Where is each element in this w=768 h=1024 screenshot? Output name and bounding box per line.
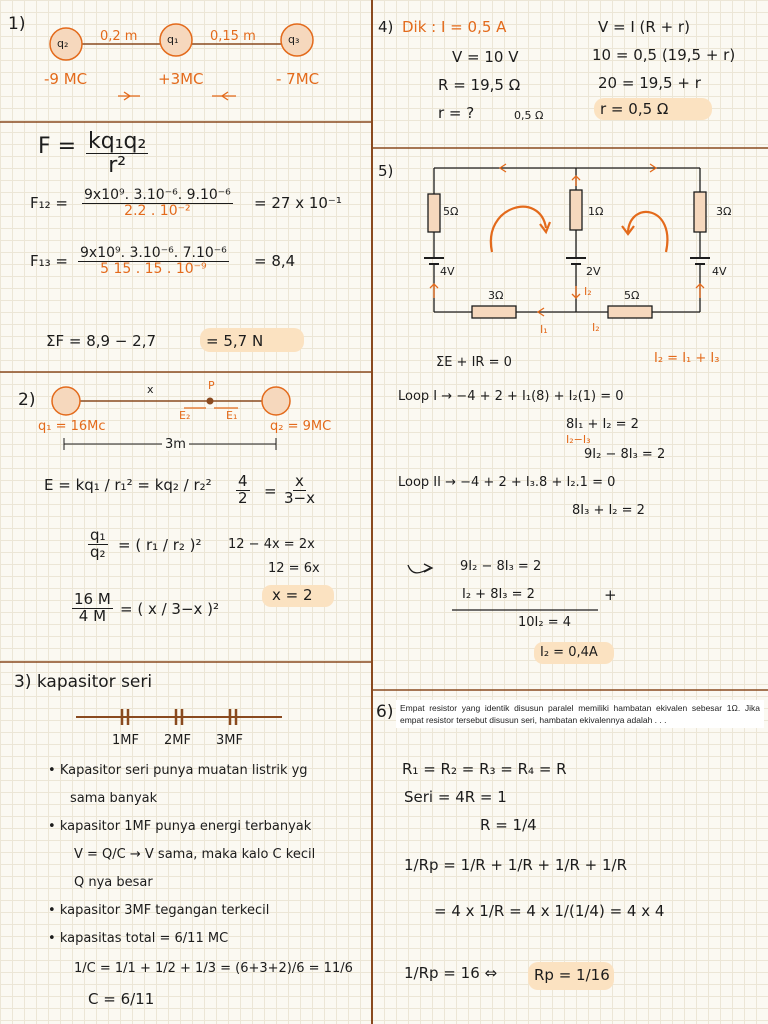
distance-ratio: = ( x / 3−x )²: [120, 600, 220, 618]
f13-fraction: $\frac{\text{9x10⁹. 3.10⁻⁶. 7.10⁻⁶}}{\text{5 15 . 15 . 10⁻⁹}}$: [80, 245, 227, 277]
emf-4v-right: 4V: [712, 265, 727, 278]
resistor-3-label: 3Ω: [716, 205, 732, 218]
resistor-bottom-5: 5Ω: [624, 289, 640, 302]
problem-4-number: 4): [378, 18, 394, 36]
bullet-1: • Kapasitor seri punya muatan listrik yg: [48, 763, 308, 778]
elim-eq-1: 9I₂ − 8I₃ = 2: [460, 559, 542, 574]
resistor-1-label: 1Ω: [588, 205, 604, 218]
loop-1-substitution-note: I₂−I₃: [566, 433, 591, 446]
kvl-sum: ΣE + IR = 0: [436, 355, 512, 370]
q2-value: q₂ = 9MC: [270, 419, 332, 434]
charge-value-1: -9 MC: [44, 70, 88, 88]
distance-label-2: 0,15 m: [210, 29, 256, 44]
sqrt-ratio-left: $\frac{4}{2}$: [238, 472, 248, 507]
charge-q2-circle-p2: [262, 387, 290, 415]
q1-value: q₁ = 16Mc: [38, 419, 106, 434]
loop-2-equation: Loop II → −4 + 2 + I₃.8 + I₂.1 = 0: [398, 475, 616, 490]
f13-result: = 8,4: [254, 252, 296, 270]
parallel-result: 1/Rp = 16 ⇔: [404, 964, 498, 982]
unknown-r-answer: 0,5 Ω: [514, 109, 544, 122]
ohm-substitution: 10 = 0,5 (19,5 + r): [592, 46, 736, 64]
series-equation: Seri = 4R = 1: [404, 788, 507, 806]
cap-label-3: 3MF: [216, 733, 243, 748]
loop-1-simplified: 8I₁ + I₂ = 2: [566, 417, 639, 432]
problem-6-question: Empat resistor yang identik disusun paralel memiliki hambatan ekivalen sebesar 1Ω. Jika empat resistor tersebut disusun seri, hambatan ekivalennya adalah . . .: [396, 700, 764, 728]
distance-label-1: 0,2 m: [100, 29, 138, 44]
known-current: Dik : I = 0,5 A: [402, 18, 507, 36]
problem-3-title: 3) kapasitor seri: [14, 672, 153, 692]
coulomb-fraction: $\frac{\text{kq₁q₂}}{\text{r²}}$: [88, 129, 147, 179]
bullet-4-calc: 1/C = 1/1 + 1/2 + 1/3 = (6+3+2)/6 = 11/6: [74, 961, 353, 976]
known-voltage: V = 10 V: [452, 48, 519, 66]
loop-1-equation: Loop I → −4 + 2 + I₁(8) + I₂(1) = 0: [398, 389, 624, 404]
loop-2-simplified: 8I₃ + I₂ = 2: [572, 503, 645, 518]
equal-resistors: R₁ = R₂ = R₃ = R₄ = R: [402, 760, 567, 778]
current-i2: I₂: [592, 321, 600, 334]
cap-label-1: 1MF: [112, 733, 139, 748]
loop-1-final: 9I₂ − 8I₃ = 2: [584, 447, 666, 462]
parallel-calc: = 4 x 1/R = 4 x 1/(1/4) = 4 x 4: [434, 902, 665, 920]
f12-label: F₁₂ =: [30, 194, 68, 212]
field-equality: E = kq₁ / r₁² = kq₂ / r₂²: [44, 476, 212, 494]
bullet-1-cont: sama banyak: [70, 791, 158, 806]
current-i2-answer: I₂ = 0,4A: [540, 645, 598, 660]
charge-q2-label: q₂: [57, 37, 69, 50]
solve-step-2: 12 = 6x: [268, 561, 320, 576]
current-i1: I₁: [540, 323, 548, 336]
current-i2-branch: I₂: [584, 285, 592, 298]
elim-plus: +: [604, 586, 617, 604]
resistor-bottom-3: 3Ω: [488, 289, 504, 302]
radius-ratio: = ( r₁ / r₂ )²: [118, 536, 202, 554]
charge-q1-label: q₁: [167, 33, 179, 46]
distance-3m: 3m: [162, 438, 189, 451]
bullet-3: • kapasitor 3MF tegangan terkecil: [48, 903, 270, 918]
known-resistance: R = 19,5 Ω: [438, 76, 521, 94]
problem-5-number: 5): [378, 162, 394, 180]
answer-x: x = 2: [272, 586, 313, 604]
elim-sum: 10I₂ = 4: [518, 615, 572, 630]
problem-6-number: 6): [376, 702, 394, 722]
equivalent-resistance-answer: Rp = 1/16: [534, 966, 610, 984]
parallel-sum: 1/Rp = 1/R + 1/R + 1/R + 1/R: [404, 856, 628, 874]
problem-2-number: 2): [18, 390, 36, 410]
coulomb-label: F =: [38, 134, 77, 159]
bullet-4: • kapasitas total = 6/11 MC: [48, 931, 229, 946]
sum-force-equation: ΣF = 8,9 − 2,7: [46, 332, 157, 350]
charge-value-3: - 7MC: [276, 70, 320, 88]
emf-2v: 2V: [586, 265, 601, 278]
charge-ratio: $\frac{\text{q₁}}{\text{q₂}}$: [90, 526, 106, 561]
bullet-2-cont-2: Q nya besar: [74, 875, 153, 890]
elim-eq-2: I₂ + 8I₃ = 2: [462, 587, 535, 602]
single-resistance: R = 1/4: [480, 816, 537, 834]
emf-4v-left: 4V: [440, 265, 455, 278]
sqrt-ratio-equals: =: [264, 482, 277, 500]
ohm-answer: r = 0,5 Ω: [600, 100, 669, 118]
solve-step-1: 12 − 4x = 2x: [228, 537, 315, 552]
charge-value-2: +3MC: [158, 70, 204, 88]
f13-label: F₁₃ =: [30, 252, 68, 270]
kcl-equation: I₂ = I₁ + I₃: [654, 351, 720, 366]
ohm-equation: V = I (R + r): [598, 18, 690, 36]
ohm-step: 20 = 19,5 + r: [598, 74, 701, 92]
charge-q3-label: q₃: [288, 33, 300, 46]
resistor-5-label: 5Ω: [443, 205, 459, 218]
sqrt-ratio-right: $\frac{x}{3-x}$: [284, 472, 315, 507]
point-p: [207, 398, 214, 405]
field-e2-label: E₂: [179, 409, 191, 422]
value-ratio: $\frac{16 M}{4 M}$: [74, 590, 111, 625]
sum-force-answer: = 5,7 N: [206, 332, 264, 350]
unknown-r: r = ?: [438, 104, 475, 122]
point-p-label: P: [208, 379, 215, 392]
bullet-2: • kapasitor 1MF punya energi terbanyak: [48, 819, 312, 834]
cap-label-2: 2MF: [164, 733, 191, 748]
bullet-4-result: C = 6/11: [88, 990, 155, 1008]
problem-1-number: 1): [8, 14, 26, 34]
charge-q1-circle-p2: [52, 387, 80, 415]
distance-x-label: x: [147, 383, 154, 396]
f12-result: = 27 x 10⁻¹: [254, 194, 342, 212]
field-e1-label: E₁: [226, 409, 238, 422]
bullet-2-cont: V = Q/C → V sama, maka kalo C kecil: [74, 847, 316, 862]
f12-fraction: $\frac{\text{9x10⁹. 3.10⁻⁶. 9.10⁻⁶}}{\text{2.2 . 10⁻²}}$: [84, 187, 231, 219]
